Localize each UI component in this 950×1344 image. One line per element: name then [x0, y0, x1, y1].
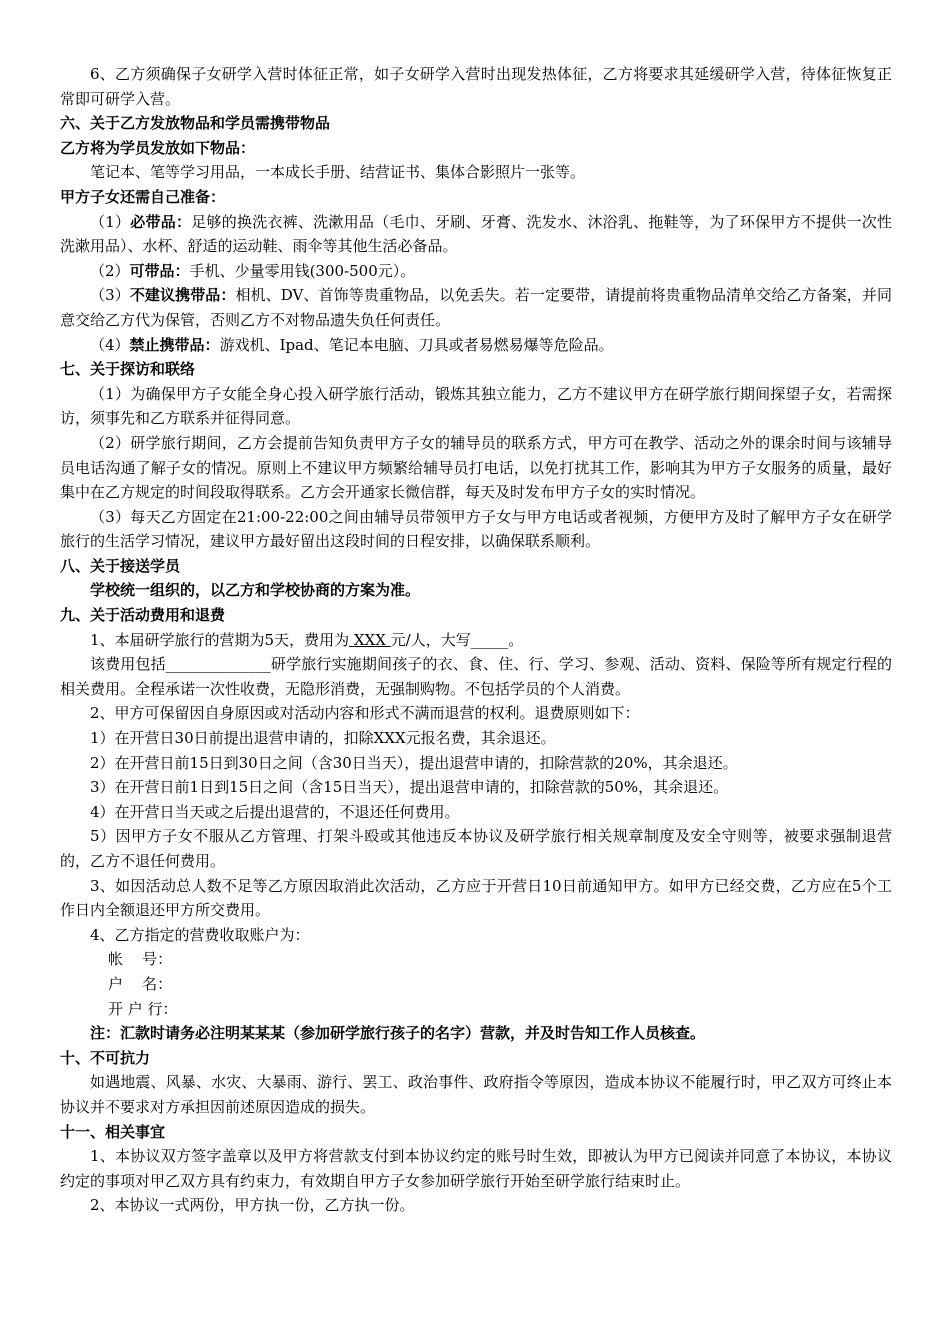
section-7-title: 七、关于探访和联络 — [60, 360, 196, 379]
refund-rule-3: 3）在开营日前1日到15日之间（含15日当天），提出退营申请的，扣除营款的50%，其余退还。 — [90, 778, 729, 797]
account-name-label: 户 名： — [108, 974, 173, 993]
bring-not-recommended: （3）不建议携带品：相机、DV、首饰等贵重物品，以免丢失。若一定要带，请提前将贵重物品清单交给乙方备案，并同意交给乙方代为保管，否则乙方不对物品遗失负任何责任。 — [60, 286, 892, 329]
transport-text: 学校统一组织的，以乙方和学校协商的方案为准。 — [90, 581, 421, 600]
refund-intro: 2、甲方可保留因自身原因或对活动内容和形式不满而退营的权利。退费原则如下： — [90, 704, 640, 723]
account-number-label: 帐 号： — [108, 950, 173, 969]
items-prepare-heading: 甲方子女还需自己准备： — [60, 187, 226, 206]
account-bank-label: 开 户 行： — [108, 999, 178, 1018]
items-given-heading: 乙方将为学员发放如下物品： — [60, 138, 256, 157]
force-majeure-text: 如遇地震、风暴、水灾、大暴雨、游行、罢工、政治事件、政府指令等原因，造成本协议不能履行时，甲乙双方可终止本协议并不要求对方承担因前述原因造成的损失。 — [60, 1073, 892, 1116]
visit-clause-3: （3）每天乙方固定在21:00-22:00之间由辅导员带领甲方子女与甲方电话或者视频，方便甲方及时了解甲方子女在研学旅行的生活学习情况，建议甲方最好留出这段时间的日程安排，以确保联系顺利。 — [60, 507, 892, 551]
bring-optional: （2）可带品：手机、少量零用钱(300-500元）。 — [90, 261, 416, 280]
fee-amount: XXX — [349, 630, 391, 649]
refund-rule-2: 2）在开营日前15日到30日之间（含30日当天），提出退营申请的，扣除营款的20%，其余退还。 — [90, 753, 738, 772]
bring-optional-label: 可带品： — [129, 261, 190, 280]
bring-required: （1）必带品：足够的换洗衣裤、洗漱用品（毛巾、牙刷、牙膏、洗发水、沐浴乳、拖鞋等，为了环保甲方不提供一次性洗漱用品）、水杯、舒适的运动鞋、雨伞等其他生活必备品。 — [60, 212, 892, 256]
visit-clause-2: （2）研学旅行期间，乙方会提前告知负责甲方子女的辅导员的联系方式，甲方可在教学、活动之外的课余时间与该辅导员电话沟通了解子女的情况。原则上不建议甲方频繁给辅导员打电话，以免打扰其工作，影响其为甲方子女服务的质量，最好集中在乙方规定的时间段取得联系。乙方会开通家长微信群，每天及时发布甲方子女的实时情况。 — [60, 433, 892, 502]
items-given-text: 笔记本、笔等学习用品，一本成长手册、结营证书、集体合影照片一张等。 — [90, 163, 586, 182]
refund-rule-1: 1）在开营日30日前提出退营申请的，扣除XXX元报名费，其余退还。 — [90, 729, 556, 748]
remittance-note: 注：汇款时请务必注明某某某（参加研学旅行孩子的名字）营款，并及时告知工作人员核查。 — [90, 1024, 706, 1043]
bring-forbidden: （4）禁止携带品：游戏机、Ipad、笔记本电脑、刀具或者易燃易爆等危险品。 — [90, 335, 614, 354]
bring-forbidden-label: 禁止携带品： — [129, 335, 220, 354]
refund-rule-5: 5）因甲方子女不服从乙方管理、打架斗殴或其他违反本协议及研学旅行相关规章制度及安全守则等，被要求强制退营的，乙方不退任何费用。 — [60, 827, 892, 870]
health-clause: 6、乙方须确保子女研学入营时体征正常，如子女研学入营时出现发热体征，乙方将要求其延缓研学入营，待体征恢复正常即可研学入营。 — [60, 65, 892, 108]
account-intro: 4、乙方指定的营费收取账户为： — [90, 925, 310, 944]
visit-clause-1: （1）为确保甲方子女能全身心投入研学旅行活动，锻炼其独立能力，乙方不建议甲方在研学旅行期间探望子女，若需探访，须事先和乙方联系并征得同意。 — [60, 384, 892, 428]
section-9-title: 九、关于活动费用和退费 — [60, 606, 226, 625]
section-11-title: 十一、相关事宜 — [60, 1122, 166, 1141]
section-10-title: 十、不可抗力 — [60, 1048, 151, 1067]
fee-includes: 该费用包括______________研学旅行实施期间孩子的衣、食、住、行、学习、参观、活动、资料、保险等所有规定行程的相关费用。全程承诺一次性收费，无隐形消费，无强制购物。不包括学员的个人消费。 — [60, 655, 892, 698]
fee-line: 1、本届研学旅行的营期为5天，费用为 XXX 元/人，大写_____。 — [90, 630, 524, 649]
copies-clause: 2、本协议一式两份，甲方执一份，乙方执一份。 — [90, 1196, 415, 1215]
section-8-title: 八、关于接送学员 — [60, 556, 181, 575]
bring-required-label: 必带品： — [130, 212, 192, 231]
fee-words-blank: _____ — [470, 630, 509, 649]
fee-includes-blank: ______________ — [165, 655, 271, 674]
cancel-clause: 3、如因活动总人数不足等乙方原因取消此次活动，乙方应于开营日10日前通知甲方。如甲方已经交费，乙方应在5个工作日内全额退还甲方所交费用。 — [60, 876, 892, 920]
bring-not-recommended-label: 不建议携带品： — [129, 286, 236, 305]
refund-rule-4: 4）在开营日当天或之后提出退营的，不退还任何费用。 — [90, 802, 460, 821]
section-6-title: 六、关于乙方发放物品和学员需携带物品 — [60, 114, 331, 133]
effective-clause: 1、本协议双方签字盖章以及甲方将营款支付到本协议约定的账号时生效，即被认为甲方已阅读并同意了本协议，本协议约定的事项对甲乙双方具有约束力，有效期自甲方子女参加研学旅行开始至研学旅行结束时止。 — [60, 1147, 892, 1190]
